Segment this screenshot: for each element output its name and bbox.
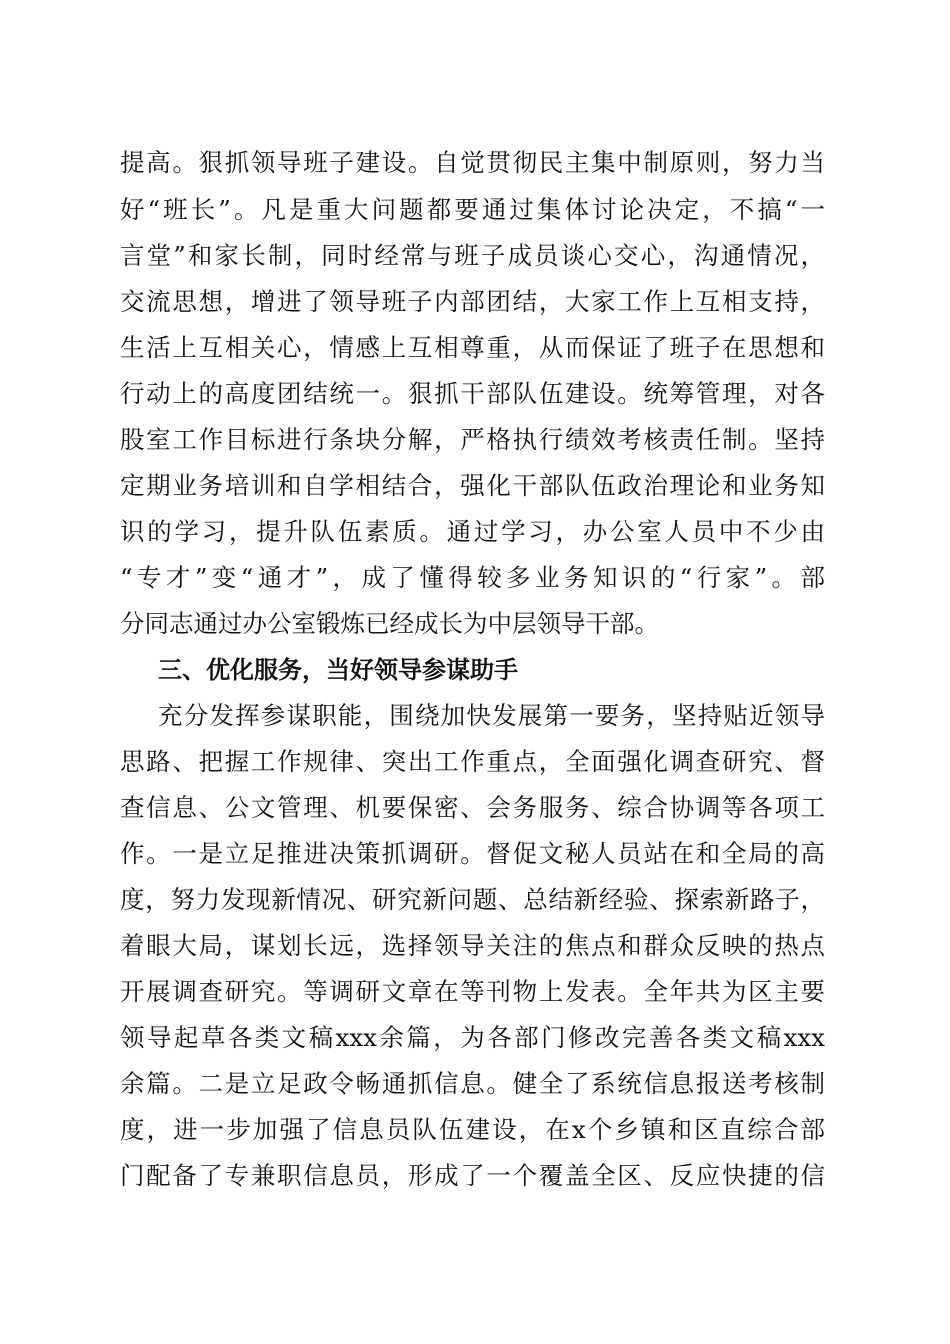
paragraph-1-line: 言堂”和家长制，同时经常与班子成员谈心交心，沟通情况， [120, 241, 825, 270]
paragraph-2-line: 领导起草各类文稿xxx余篇，为各部门修改完善各类文稿xxx [120, 1023, 825, 1052]
paragraph-1-line: 分同志通过办公室锻炼已经成长为中层领导干部。 [120, 609, 659, 638]
paragraph-2-line: 度，进一步加强了信息员队伍建设，在x个乡镇和区直综合部 [120, 1115, 825, 1144]
paragraph-1-line: 识的学习，提升队伍素质。通过学习，办公室人员中不少由 [120, 517, 825, 546]
paragraph-2-line: 查信息、公文管理、机要保密、会务服务、综合协调等各项工 [120, 793, 825, 822]
paragraph-2-line: 门配备了专兼职信息员，形成了一个覆盖全区、反应快捷的信 [120, 1161, 825, 1190]
paragraph-1-line: 提高。狠抓领导班子建设。自觉贯彻民主集中制原则，努力当 [120, 148, 825, 177]
paragraph-2-line: 充分发挥参谋职能，围绕加快发展第一要务，坚持贴近领导 [158, 701, 825, 730]
paragraph-2-line: 着眼大局，谋划长远，选择领导关注的焦点和群众反映的热点 [120, 931, 825, 960]
paragraph-2-line: 思路、把握工作规律、突出工作重点，全面强化调查研究、督 [120, 747, 825, 776]
paragraph-2-line: 度，努力发现新情况、研究新问题、总结新经验、探索新路子， [120, 885, 825, 914]
paragraph-1-line: 交流思想，增进了领导班子内部团结，大家工作上互相支持， [120, 287, 825, 316]
paragraph-1-line: “专才”变“通才”，成了懂得较多业务知识的“行家”。部 [120, 563, 825, 592]
paragraph-1-line: 定期业务培训和自学相结合，强化干部队伍政治理论和业务知 [120, 471, 825, 500]
paragraph-2-line: 余篇。二是立足政令畅通抓信息。健全了系统信息报送考核制 [120, 1069, 825, 1098]
paragraph-2-line: 作。一是立足推进决策抓调研。督促文秘人员站在和全局的高 [120, 839, 825, 868]
paragraph-1-line: 股室工作目标进行条块分解，严格执行绩效考核责任制。坚持 [120, 425, 825, 454]
paragraph-2-line: 开展调查研究。等调研文章在等刊物上发表。全年共为区主要 [120, 977, 825, 1006]
paragraph-1-line: 好“班长”。凡是重大问题都要通过集体讨论决定，不搞“一 [120, 195, 825, 224]
paragraph-1-line: 行动上的高度团结统一。狠抓干部队伍建设。统筹管理，对各 [120, 379, 825, 408]
section-heading: 三、优化服务，当好领导参谋助手 [158, 656, 518, 684]
paragraph-1-line: 生活上互相关心，情感上互相尊重，从而保证了班子在思想和 [120, 333, 825, 362]
